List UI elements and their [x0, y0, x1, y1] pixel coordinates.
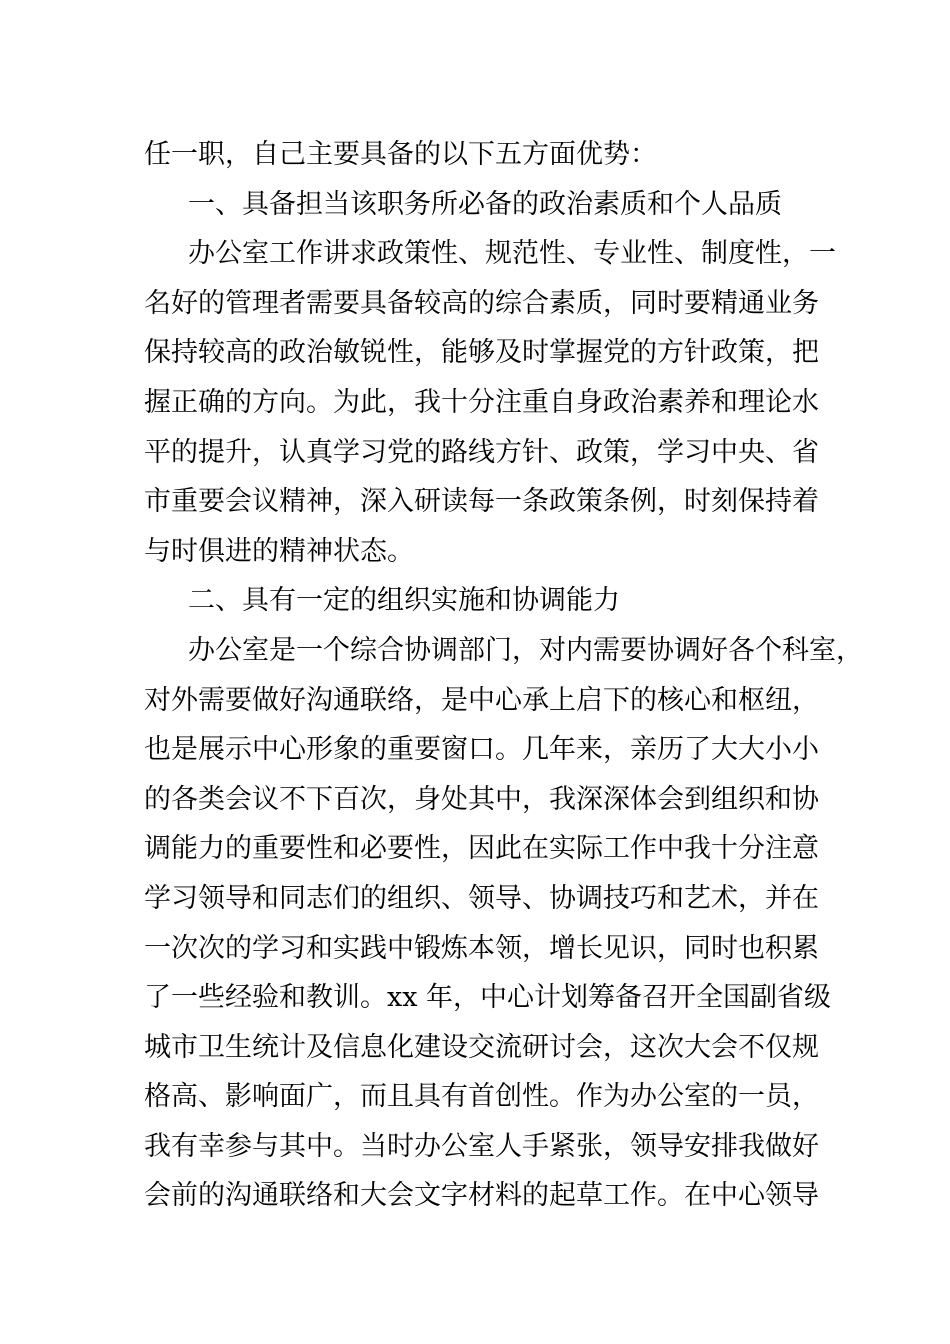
text-line: 与时俱进的精神状态。: [144, 535, 414, 567]
text-line: 调能力的重要性和必要性，因此在实际工作中我十分注意: [144, 833, 819, 865]
text-line: 平的提升，认真学习党的路线方针、政策，学习中央、省: [144, 436, 819, 468]
text-line: 学习领导和同志们的组织、领导、协调技巧和艺术，并在: [144, 882, 819, 914]
text-line: 办公室是一个综合协调部门，对内需要协调好各个科室，: [188, 634, 863, 666]
text-line: 格高、影响面广，而且具有首创性。作为办公室的一员，: [144, 1081, 819, 1113]
text-line: 保持较高的政治敏锐性，能够及时掌握党的方针政策，把: [144, 337, 819, 369]
text-line: 也是展示中心形象的重要窗口。几年来，亲历了大大小小: [144, 734, 819, 766]
text-line: 办公室工作讲求政策性、规范性、专业性、制度性，一: [188, 238, 836, 270]
text-line: 握正确的方向。为此，我十分注重自身政治素养和理论水: [144, 386, 819, 418]
section-heading-1: 一、具备担当该职务所必备的政治素质和个人品质: [188, 188, 782, 220]
text-line: 任一职，自己主要具备的以下五方面优势：: [144, 139, 657, 170]
text-line: 对外需要做好沟通联络，是中心承上启下的核心和枢纽，: [144, 684, 819, 716]
body-text: [144, 130, 863, 1221]
text-line: 我有幸参与其中。当时办公室人手紧张，领导安排我做好: [144, 1130, 819, 1162]
text-line: 会前的沟通联络和大会文字材料的起草工作。在中心领导: [144, 1180, 819, 1212]
text-line: 了一些经验和教训。xx 年，中心计划筹备召开全国副省级: [144, 982, 832, 1014]
section-heading-2: 二、具有一定的组织实施和协调能力: [188, 585, 620, 617]
text-line: 一次次的学习和实践中锻炼本领，增长见识，同时也积累: [144, 932, 819, 964]
text-line: 城市卫生统计及信息化建设交流研讨会，这次大会不仅规: [144, 1031, 819, 1063]
text-line: 的各类会议不下百次，身处其中，我深深体会到组织和协: [144, 783, 819, 815]
text-line: 市重要会议精神，深入研读每一条政策条例，时刻保持着: [144, 486, 819, 518]
text-line: 名好的管理者需要具备较高的综合素质，同时要精通业务: [144, 287, 819, 319]
